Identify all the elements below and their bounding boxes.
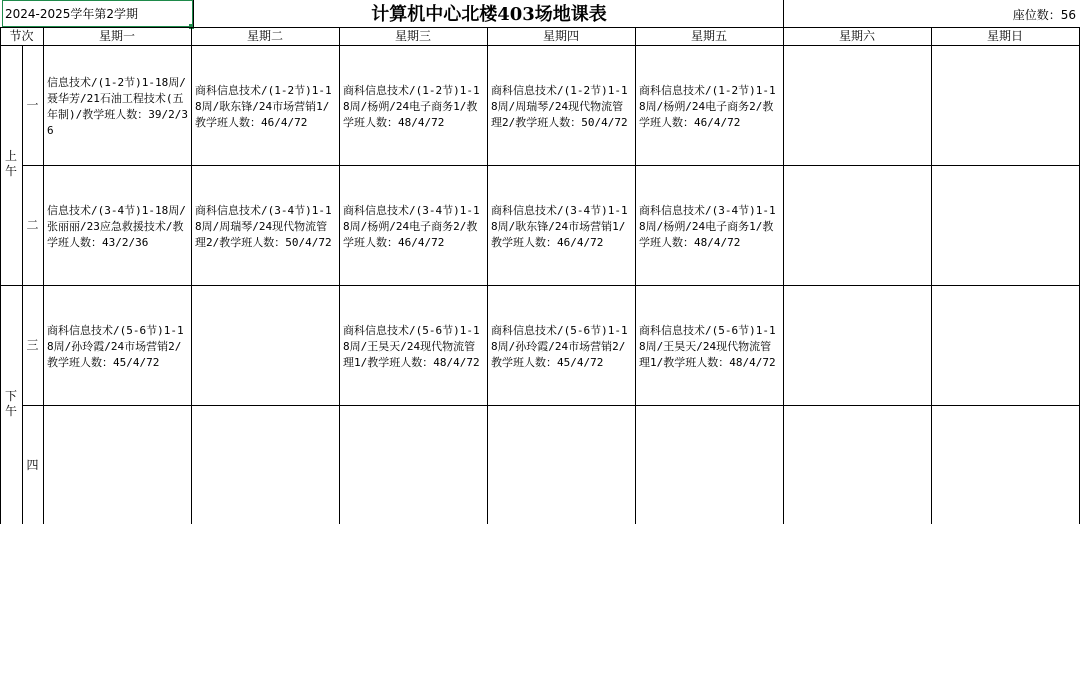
course-cell-slot2-mon[interactable] <box>44 166 191 285</box>
seat-count: 座位数：56 <box>1012 8 1076 22</box>
course-text: 商科信息技术/(3-4节)1-18周/杨朔/24电子商务2/教学班人数：46/4/72 <box>343 203 480 249</box>
course-cell-slot4-wed[interactable] <box>340 406 487 524</box>
course-text: 商科信息技术/(1-2节)1-18周/杨朔/24电子商务1/教学班人数：48/4/72 <box>343 83 480 129</box>
course-cell-slot1-wed[interactable] <box>340 46 487 165</box>
header-day-sun: 星期日 <box>986 29 1023 43</box>
course-cell-slot3-tue[interactable] <box>192 286 339 405</box>
course-cell-slot4-fri[interactable] <box>636 406 783 524</box>
course-cell-slot4-thu[interactable] <box>488 406 635 524</box>
course-text: 商科信息技术/(1-2节)1-18周/杨朔/24电子商务2/教学班人数：46/4/72 <box>639 83 776 129</box>
course-text: 信息技术/(1-2节)1-18周/聂华芳/21石油工程技术(五年制)/教学班人数：39/2/36 <box>47 75 188 137</box>
course-cell-slot3-fri[interactable] <box>636 286 783 405</box>
course-text: 商科信息技术/(5-6节)1-18周/孙玲霞/24市场营销2/教学班人数：45/4/72 <box>47 323 184 369</box>
course-cell-slot3-sat[interactable] <box>784 286 931 405</box>
course-cell-slot1-sat[interactable] <box>784 46 931 165</box>
course-text: 商科信息技术/(3-4节)1-18周/周瑞琴/24现代物流管理2/教学班人数：50/4/72 <box>195 203 332 249</box>
course-cell-slot3-mon[interactable] <box>44 286 191 405</box>
header-day-sat: 星期六 <box>838 29 875 43</box>
course-cell-slot2-tue[interactable] <box>192 166 339 285</box>
course-text: 商科信息技术/(5-6节)1-18周/王昊天/24现代物流管理1/教学班人数：48/4/72 <box>639 323 776 369</box>
course-text: 商科信息技术/(1-2节)1-18周/周瑞琴/24现代物流管理2/教学班人数：50/4/72 <box>491 83 628 129</box>
slot-3: 三 <box>26 338 39 352</box>
course-cell-slot2-sat[interactable] <box>784 166 931 285</box>
course-cell-slot4-sun[interactable] <box>932 406 1079 524</box>
course-text: 商科信息技术/(3-4节)1-18周/杨朔/24电子商务1/教学班人数：48/4/72 <box>639 203 776 249</box>
slot-2: 二 <box>26 218 39 232</box>
header-day-tue: 星期二 <box>246 29 283 43</box>
course-cell-slot1-fri[interactable] <box>636 46 783 165</box>
term-cell[interactable]: 2024-2025学年第2学期 <box>2 0 193 27</box>
course-text: 商科信息技术/(1-2节)1-18周/耿东锋/24市场营销1/教学班人数：46/4/72 <box>195 83 332 129</box>
course-cell-slot3-thu[interactable] <box>488 286 635 405</box>
header-day-mon: 星期一 <box>98 29 135 43</box>
header-day-wed: 星期三 <box>394 29 431 43</box>
course-text: 商科信息技术/(3-4节)1-18周/耿东锋/24市场营销1/教学班人数：46/4/72 <box>491 203 628 249</box>
course-text: 商科信息技术/(5-6节)1-18周/孙玲霞/24市场营销2/教学班人数：45/4/72 <box>491 323 628 369</box>
header-section: 节次 <box>9 29 34 43</box>
period-afternoon: 下午 <box>4 389 17 418</box>
course-cell-slot1-tue[interactable] <box>192 46 339 165</box>
course-cell-slot1-mon[interactable] <box>44 46 191 165</box>
course-cell-slot4-sat[interactable] <box>784 406 931 524</box>
period-morning: 上午 <box>4 149 17 178</box>
course-cell-slot3-sun[interactable] <box>932 286 1079 405</box>
course-text: 信息技术/(3-4节)1-18周/张丽丽/23应急救援技术/教学班人数：43/2/36 <box>47 203 186 249</box>
course-cell-slot2-fri[interactable] <box>636 166 783 285</box>
course-cell-slot1-thu[interactable] <box>488 46 635 165</box>
sheet-title: 计算机中心北楼403场地课表 <box>371 4 607 25</box>
header-day-fri: 星期五 <box>690 29 727 43</box>
course-cell-slot2-thu[interactable] <box>488 166 635 285</box>
course-cell-slot2-wed[interactable] <box>340 166 487 285</box>
course-cell-slot1-sun[interactable] <box>932 46 1079 165</box>
course-cell-slot2-sun[interactable] <box>932 166 1079 285</box>
course-cell-slot4-tue[interactable] <box>192 406 339 524</box>
slot-4: 四 <box>26 458 39 472</box>
course-text: 商科信息技术/(5-6节)1-18周/王昊天/24现代物流管理1/教学班人数：48/4/72 <box>343 323 480 369</box>
header-day-thu: 星期四 <box>542 29 579 43</box>
course-cell-slot4-mon[interactable] <box>44 406 191 524</box>
slot-1: 一 <box>26 98 39 112</box>
course-cell-slot3-wed[interactable] <box>340 286 487 405</box>
